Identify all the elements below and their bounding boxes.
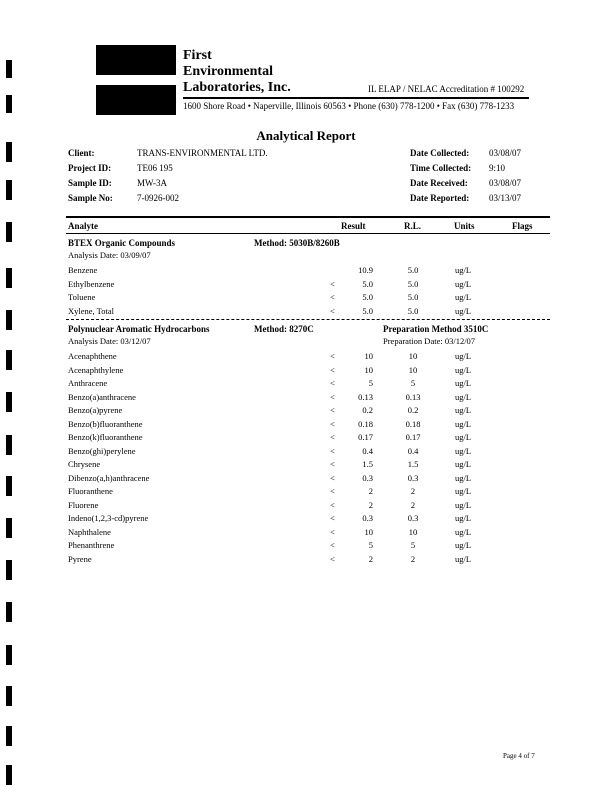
table-row — [0, 405, 612, 418]
analyte-cell: Pyrene — [68, 553, 92, 564]
page-number: Page 4 of 7 — [503, 752, 535, 760]
table-row — [0, 500, 612, 513]
qualifier-cell: < — [330, 292, 335, 302]
units-cell: ug/L — [455, 278, 472, 289]
col-header-result: Result — [341, 221, 366, 231]
result-cell: 2 — [368, 553, 373, 564]
units-cell: ug/L — [455, 472, 472, 483]
units-cell: ug/L — [455, 378, 472, 388]
qualifier-cell: < — [330, 351, 335, 361]
pah-prep-date: Preparation Date: 03/12/07 — [383, 336, 476, 346]
reporting-limit-cell: 5 — [410, 540, 416, 550]
scan-edge-mark — [6, 95, 12, 113]
result-cell: 0.3 — [362, 472, 373, 483]
table-row — [0, 279, 612, 292]
time-collected-label: Time Collected: — [410, 163, 472, 173]
scan-edge-mark — [6, 180, 12, 200]
table-row — [0, 432, 612, 445]
result-cell: 10 — [364, 351, 373, 361]
analyte-cell: Acenaphthene — [68, 351, 117, 361]
reporting-limit-cell: 0.13 — [405, 391, 421, 402]
table-row — [0, 351, 612, 364]
reporting-limit-cell: 2 — [410, 486, 416, 496]
analyte-cell: Acenaphthylene — [68, 364, 124, 375]
col-header-rl: R.L. — [404, 221, 422, 231]
project-id-label: Project ID: — [68, 163, 112, 173]
col-header-flags: Flags — [512, 221, 533, 231]
units-cell: ug/L — [455, 445, 472, 456]
result-cell: 10 — [364, 364, 373, 375]
units-cell: ug/L — [455, 432, 472, 442]
reporting-limit-cell: 0.17 — [405, 432, 421, 442]
analyte-cell: Naphthalene — [68, 526, 111, 537]
table-row — [0, 459, 612, 472]
pah-prep-method: Preparation Method 3510C — [383, 324, 489, 334]
analyte-cell: Phenanthrene — [68, 540, 115, 550]
scan-edge-mark — [6, 222, 12, 242]
analyte-cell: Benzo(a)anthracene — [68, 391, 136, 402]
qualifier-cell: < — [330, 445, 335, 456]
company-name-line2: Environmental — [183, 64, 273, 79]
qualifier-cell: < — [330, 459, 335, 469]
btex-analysis-date: Analysis Date: 03/09/07 — [68, 250, 151, 260]
reporting-limit-cell: 10 — [408, 364, 418, 375]
col-header-analyte: Analyte — [68, 221, 98, 231]
qualifier-cell: < — [330, 418, 335, 429]
analyte-cell: Ethylbenzene — [68, 278, 115, 289]
scan-edge-mark — [6, 645, 12, 665]
scan-edge-mark — [6, 726, 12, 746]
units-cell: ug/L — [455, 364, 472, 375]
letterhead-rule — [183, 97, 529, 99]
qualifier-cell: < — [330, 405, 335, 415]
table-row — [0, 365, 612, 378]
result-cell: 10 — [364, 526, 373, 537]
table-row — [0, 306, 612, 319]
result-cell: 0.17 — [358, 432, 373, 442]
qualifier-cell: < — [330, 391, 335, 402]
result-cell: 0.18 — [358, 418, 373, 429]
qualifier-cell: < — [330, 432, 335, 442]
company-name-line3: Laboratories, Inc. — [183, 80, 291, 95]
table-row — [0, 419, 612, 432]
pah-section-title: Polynuclear Aromatic Hydrocarbons — [68, 324, 210, 334]
time-collected-value: 9:10 — [489, 163, 506, 173]
reporting-limit-cell: 10 — [408, 351, 418, 361]
analyte-cell: Indeno(1,2,3-cd)pyrene — [68, 513, 149, 523]
btex-section-title: BTEX Organic Compounds — [68, 238, 176, 248]
units-cell: ug/L — [455, 486, 472, 496]
result-cell: 0.4 — [362, 445, 373, 456]
table-header-rule — [66, 233, 550, 234]
table-row — [0, 486, 612, 499]
analyte-cell: Fluoranthene — [68, 486, 113, 496]
table-row — [0, 265, 612, 278]
pah-method: Method: 8270C — [254, 324, 314, 334]
qualifier-cell: < — [330, 553, 335, 564]
project-id-value: TE06 195 — [137, 163, 173, 173]
scan-edge-mark — [6, 60, 12, 78]
qualifier-cell: < — [330, 364, 335, 375]
table-row — [0, 554, 612, 567]
table-row — [0, 292, 612, 305]
qualifier-cell: < — [330, 486, 335, 496]
date-reported-value: 03/13/07 — [489, 193, 522, 203]
scan-edge-mark — [6, 602, 12, 622]
scan-edge-mark — [6, 142, 12, 162]
units-cell: ug/L — [455, 513, 472, 523]
client-label: Client: — [68, 148, 95, 158]
units-cell: ug/L — [455, 305, 472, 316]
accreditation-text: IL ELAP / NELAC Accreditation # 100292 — [368, 84, 525, 94]
qualifier-cell: < — [330, 526, 335, 537]
sample-no-label: Sample No: — [68, 193, 113, 203]
units-cell: ug/L — [455, 391, 472, 402]
col-header-units: Units — [454, 221, 475, 231]
units-cell: ug/L — [455, 405, 472, 415]
result-cell: 0.2 — [362, 405, 373, 415]
analyte-cell: Chrysene — [68, 459, 101, 469]
date-collected-value: 03/08/07 — [489, 148, 522, 158]
reporting-limit-cell: 0.18 — [405, 418, 421, 429]
qualifier-cell: < — [330, 499, 335, 510]
reporting-limit-cell: 0.4 — [407, 445, 419, 456]
scan-edge-mark — [6, 765, 12, 785]
units-cell: ug/L — [455, 553, 472, 564]
qualifier-cell: < — [330, 513, 335, 523]
analyte-cell: Benzo(a)pyrene — [68, 405, 123, 415]
table-row — [0, 446, 612, 459]
date-received-label: Date Received: — [410, 178, 468, 188]
analyte-cell: Dibenzo(a,h)anthracene — [68, 472, 150, 483]
qualifier-cell: < — [330, 378, 335, 388]
result-cell: 10.9 — [358, 265, 373, 275]
analyte-cell: Benzene — [68, 265, 98, 275]
reporting-limit-cell: 5.0 — [407, 305, 419, 316]
table-row — [0, 392, 612, 405]
lab-address: 1600 Shore Road • Naperville, Illinois 60563 • Phone (630) 778-1200 • Fax (630) 778-1233 — [183, 101, 515, 111]
reporting-limit-cell: 0.2 — [407, 405, 419, 415]
scan-edge-mark — [6, 686, 12, 706]
qualifier-cell: < — [330, 540, 335, 550]
sample-id-label: Sample ID: — [68, 178, 112, 188]
units-cell: ug/L — [455, 526, 472, 537]
analyte-cell: Benzo(b)fluoranthene — [68, 418, 143, 429]
units-cell: ug/L — [455, 540, 472, 550]
result-cell: 5 — [368, 378, 373, 388]
reporting-limit-cell: 5.0 — [407, 278, 419, 289]
analyte-cell: Xylene, Total — [68, 305, 114, 316]
reporting-limit-cell: 0.3 — [407, 472, 419, 483]
table-row — [0, 540, 612, 553]
pah-analysis-date: Analysis Date: 03/12/07 — [68, 336, 151, 346]
reporting-limit-cell: 5.0 — [407, 292, 419, 302]
result-cell: 5.0 — [362, 292, 373, 302]
sample-id-value: MW-3A — [137, 178, 167, 188]
btex-method: Method: 5030B/8260B — [254, 238, 340, 248]
units-cell: ug/L — [455, 351, 472, 361]
analyte-cell: Anthracene — [68, 378, 108, 388]
table-row — [0, 527, 612, 540]
sample-no-value: 7-0926-002 — [137, 193, 179, 203]
company-name-line1: First — [183, 48, 212, 63]
analyte-cell: Benzo(k)fluoranthene — [68, 432, 143, 442]
table-top-rule — [66, 216, 550, 218]
units-cell: ug/L — [455, 265, 472, 275]
units-cell: ug/L — [455, 418, 472, 429]
result-cell: 2 — [368, 486, 373, 496]
result-cell: 5.0 — [362, 278, 373, 289]
qualifier-cell: < — [330, 305, 335, 316]
section-divider — [66, 319, 550, 320]
analyte-cell: Fluorene — [68, 499, 99, 510]
reporting-limit-cell: 10 — [408, 526, 418, 537]
result-cell: 5.0 — [362, 305, 373, 316]
analyte-cell: Toluene — [68, 292, 96, 302]
units-cell: ug/L — [455, 499, 472, 510]
result-cell: 5 — [368, 540, 373, 550]
date-reported-label: Date Reported: — [410, 193, 470, 203]
logo-block-top — [96, 45, 176, 75]
qualifier-cell: < — [330, 278, 335, 289]
date-received-value: 03/08/07 — [489, 178, 522, 188]
result-cell: 0.13 — [358, 391, 373, 402]
client-value: TRANS-ENVIRONMENTAL LTD. — [137, 148, 268, 158]
date-collected-label: Date Collected: — [410, 148, 470, 158]
result-cell: 0.3 — [362, 513, 373, 523]
table-row — [0, 513, 612, 526]
table-row — [0, 473, 612, 486]
result-cell: 1.5 — [362, 459, 373, 469]
table-row — [0, 378, 612, 391]
reporting-limit-cell: 2 — [410, 499, 416, 510]
units-cell: ug/L — [455, 292, 472, 302]
reporting-limit-cell: 5.0 — [407, 265, 419, 275]
reporting-limit-cell: 0.3 — [407, 513, 419, 523]
report-title: Analytical Report — [256, 128, 356, 143]
reporting-limit-cell: 2 — [410, 553, 416, 564]
units-cell: ug/L — [455, 459, 472, 469]
reporting-limit-cell: 5 — [410, 378, 416, 388]
analyte-cell: Benzo(ghi)perylene — [68, 445, 136, 456]
logo-block-bottom — [96, 85, 176, 115]
qualifier-cell: < — [330, 472, 335, 483]
result-cell: 2 — [368, 499, 373, 510]
reporting-limit-cell: 1.5 — [407, 459, 419, 469]
